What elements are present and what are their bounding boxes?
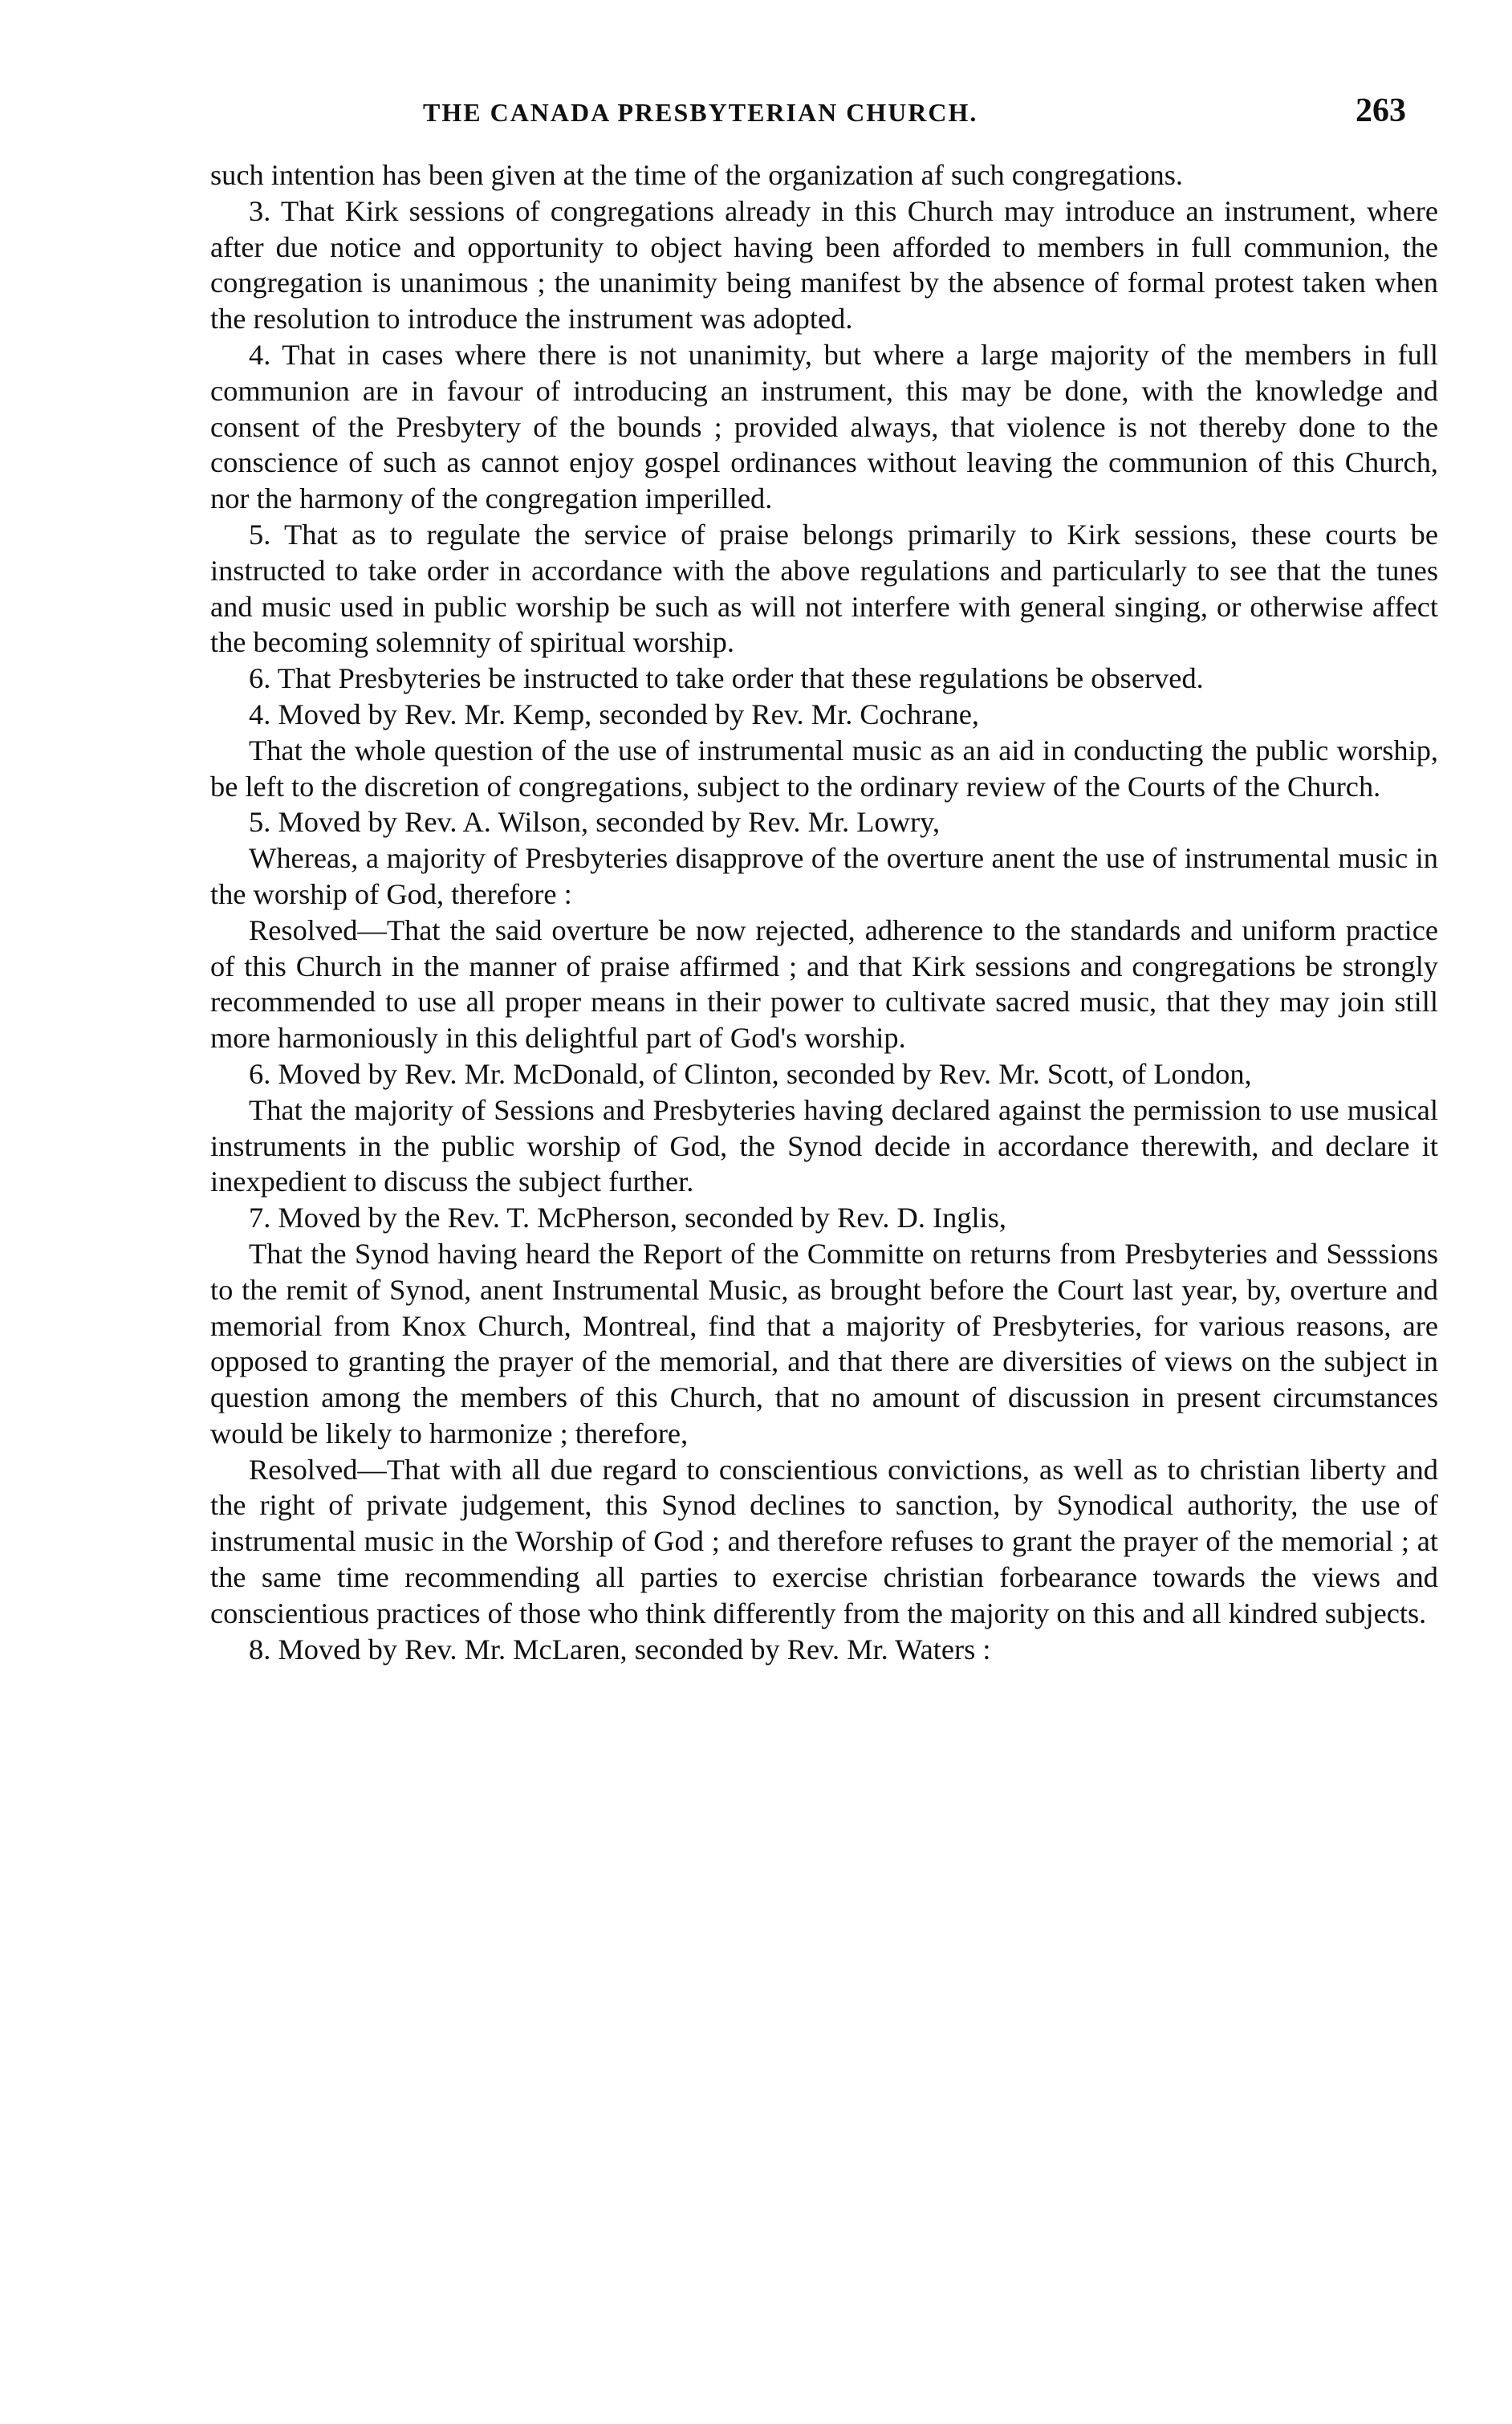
- paragraph: Resolved—That the said overture be now rejected, adherence to the standards and uniform practice of this Church in the manner of praise affirmed ; and that Kirk sessions and congregations be strongly recommended to use all proper means in their power to cultivate sacred music, that they may join still more harmoniously in this delightful part of God's worship.: [210, 913, 1438, 1055]
- paragraph: That the majority of Sessions and Presbyteries having declared against the permission to use musical instruments in the public worship of God, the Synod decide in accordance therewith, and declare it inexpedient to discuss the subject further.: [210, 1093, 1438, 1198]
- motion-heading: 6. Moved by Rev. Mr. McDonald, of Clinton, seconded by Rev. Mr. Scott, of London,: [249, 1057, 1252, 1090]
- paragraph: 5. That as to regulate the service of praise belongs primarily to Kirk sessions, these courts be instructed to take order in accordance with the above regulations and particularly to see that the tunes and music used in public worship be such as will not interfere with general singing, or otherwise affect the becoming solemnity of spiritual worship.: [210, 518, 1438, 659]
- paragraph: 4. That in cases where there is not unanimity, but where a large majority of the members in full communion are in favour of introducing an instrument, this may be done, with the knowledge and consent of the Presbytery of the bounds ; provided always, that violence is not thereby done to the conscience of such as cannot enjoy gospel ordinances without leaving the communion of this Church, nor the harmony of the congregation imperilled.: [210, 338, 1438, 515]
- motion-heading: 5. Moved by Rev. A. Wilson, seconded by Rev. Mr. Lowry,: [249, 806, 941, 839]
- running-title: THE CANADA PRESBYTERIAN CHURCH.: [423, 98, 978, 127]
- page-number: 263: [1356, 92, 1406, 129]
- paragraph: Resolved—That with all due regard to conscientious convictions, as well as to christian liberty and the right of private judgement, this Synod declines to sanction, by Synodical authority, the use of instrumental music in the Worship of God ; and therefore refuses to grant the prayer of the memorial ; at the same time recommending all parties to exercise christian forbearance towards the views and conscientious practices of those who think differently from the majority on this and all kindred subjects.: [210, 1453, 1438, 1629]
- paragraph: 3. That Kirk sessions of congregations already in this Church may introduce an instrument, where after due notice and opportunity to object having been afforded to members in full communion, the congregation is unanimous ; the unanimity being manifest by the absence of formal protest taken when the resolution to introduce the instrument was adopted.: [210, 194, 1438, 336]
- paragraph: such intention has been given at the time of the organization af such congregations.: [210, 159, 1183, 191]
- book-page: [210, 92, 1438, 1667]
- paragraph: 6. That Presbyteries be instructed to take order that these regulations be observed.: [249, 662, 1204, 695]
- paragraph: That the Synod having heard the Report of the Committe on returns from Presbyteries and Sesssions to the remit of Synod, anent Instrumental Music, as brought before the Court last year, by, overture and memorial from Knox Church, Montreal, find that a majority of Presbyteries, for various reasons, are opposed to granting the prayer of the memorial, and that there are diversities of views on the subject in question among the members of this Church, that no amount of discussion in present circumstances would be likely to harmonize ; therefore,: [210, 1237, 1438, 1450]
- motion-heading: 8. Moved by Rev. Mr. McLaren, seconded by Rev. Mr. Waters :: [249, 1633, 991, 1665]
- body-text: [210, 157, 1438, 1667]
- running-head: [210, 92, 1438, 143]
- motion-heading: 4. Moved by Rev. Mr. Kemp, seconded by Rev. Mr. Cochrane,: [249, 698, 979, 730]
- paragraph: That the whole question of the use of instrumental music as an aid in conducting the public worship, be left to the discretion of congregations, subject to the ordinary review of the Courts of the Church.: [210, 734, 1438, 803]
- motion-heading: 7. Moved by the Rev. T. McPherson, seconded by Rev. D. Inglis,: [249, 1202, 1007, 1234]
- paragraph: Whereas, a majority of Presbyteries disapprove of the overture anent the use of instrumental music in the worship of God, therefore :: [210, 842, 1438, 910]
